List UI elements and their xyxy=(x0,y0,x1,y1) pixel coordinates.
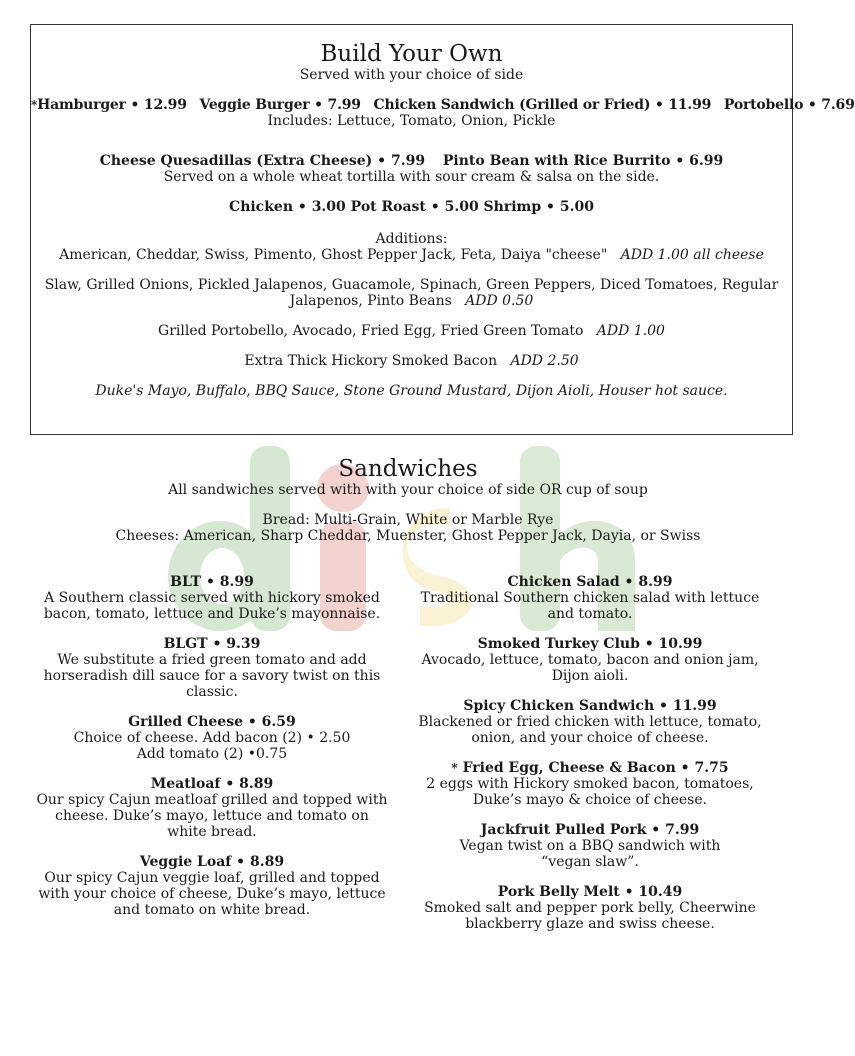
section-subtitle: Served with your choice of side xyxy=(299,67,524,83)
bacon-label: Extra Thick Hickory Smoked Bacon xyxy=(244,353,498,369)
item-name: Veggie Loaf • 8.89 xyxy=(139,854,285,870)
item-desc: Traditional Southern chicken salad with lettuce xyxy=(420,590,760,606)
premium-list: Grilled Portobello, Avocado, Fried Egg, Fried Green Tomato xyxy=(158,323,584,339)
item-desc: and tomato on white bread. xyxy=(113,902,311,918)
item-desc: Smoked salt and pepper pork belly, Cheerwine xyxy=(424,900,756,916)
item-name: BLT • 8.99 xyxy=(170,574,254,590)
additions-label: Additions: xyxy=(375,231,448,247)
burger-options-row xyxy=(31,97,855,113)
item-desc: cheese. Duke’s mayo, lettuce and tomato on xyxy=(55,808,369,824)
item-name: Pork Belly Melt • 10.49 xyxy=(497,884,683,900)
veggie-list-line2-wrap xyxy=(31,293,792,309)
includes-note: Includes: Lettuce, Tomato, Onion, Pickle xyxy=(267,113,556,129)
premium-price: ADD 1.00 xyxy=(596,323,665,339)
item-desc: Add tomato (2) •0.75 xyxy=(136,746,288,762)
menu-item-blgt xyxy=(30,636,394,700)
item-desc: A Southern classic served with hickory smoked xyxy=(44,590,380,606)
veggie-list-line2: Jalapenos, Pinto Beans xyxy=(289,293,452,309)
sandwiches-left-column xyxy=(30,574,394,932)
item-desc: “vegan slaw”. xyxy=(541,854,639,870)
item-name: Meatloaf • 8.89 xyxy=(150,776,274,792)
item-name: Grilled Cheese • 6.59 xyxy=(128,714,296,730)
item-desc: Vegan twist on a BBQ sandwich with xyxy=(459,838,721,854)
item-name: BLGT • 9.39 xyxy=(163,636,261,652)
bacon-addition xyxy=(31,353,792,369)
item-desc: Dijon aioli. xyxy=(551,668,629,684)
item-desc: bacon, tomato, lettuce and Duke’s mayonnaise. xyxy=(43,606,381,622)
veggie-price: ADD 0.50 xyxy=(465,293,534,309)
cheese-additions xyxy=(31,247,792,263)
item-desc: Our spicy Cajun veggie loaf, grilled and topped xyxy=(44,870,380,886)
cheese-options: Cheeses: American, Sharp Cheddar, Muenster, Ghost Pepper Jack, Dayia, or Swiss xyxy=(115,528,701,544)
menu-item-fried-egg xyxy=(408,760,772,808)
sandwiches-right-column xyxy=(408,574,772,946)
item-name: Fried Egg, Cheese & Bacon • 7.75 xyxy=(462,760,729,776)
menu-item-smoked-turkey-club xyxy=(408,636,772,684)
item-name: Smoked Turkey Club • 10.99 xyxy=(477,636,703,652)
menu-item-grilled-cheese xyxy=(30,714,394,762)
menu-item-chicken-salad xyxy=(408,574,772,622)
item-desc: and tomato. xyxy=(547,606,633,622)
quesadilla-burrito-row xyxy=(31,153,792,169)
build-your-own-section xyxy=(30,24,855,435)
tortilla-note: Served on a whole wheat tortilla with sour cream & salsa on the side. xyxy=(163,169,660,185)
item-desc: Duke’s mayo & choice of cheese. xyxy=(472,792,708,808)
item-desc: Blackened or fried chicken with lettuce, tomato, xyxy=(418,714,762,730)
item-desc: blackberry glaze and swiss cheese. xyxy=(465,916,715,932)
bacon-price: ADD 2.50 xyxy=(510,353,579,369)
item-desc: We substitute a fried green tomato and add xyxy=(57,652,367,668)
item-name: Spicy Chicken Sandwich • 11.99 xyxy=(463,698,717,714)
veggie-list-line1: Slaw, Grilled Onions, Pickled Jalapenos, Guacamole, Spinach, Green Peppers, Diced Tomatoes, Regular xyxy=(44,277,779,293)
menu-item-veggie-burger: Veggie Burger • 7.99 xyxy=(199,97,361,113)
menu-item-veggie-loaf xyxy=(30,854,394,918)
protein-addons: Chicken • 3.00 Pot Roast • 5.00 Shrimp • 5.00 xyxy=(229,199,594,215)
cheese-price: ADD 1.00 all cheese xyxy=(620,247,764,263)
menu-item-meatloaf xyxy=(30,776,394,840)
premium-additions xyxy=(31,323,792,339)
star-marker: * xyxy=(31,98,38,112)
sandwiches-title: Sandwiches xyxy=(338,456,478,482)
item-name: Jackfruit Pulled Pork • 7.99 xyxy=(480,822,700,838)
item-desc: Avocado, lettuce, tomato, bacon and onion jam, xyxy=(421,652,759,668)
item-name-wrap xyxy=(408,760,772,776)
menu-item-hamburger: Hamburger • 12.99 xyxy=(37,97,187,113)
cheese-list: American, Cheddar, Swiss, Pimento, Ghost Pepper Jack, Feta, Daiya "cheese" xyxy=(59,247,608,263)
sauce-list: Duke's Mayo, Buffalo, BBQ Sauce, Stone Ground Mustard, Dijon Aioli, Houser hot sauce. xyxy=(95,383,728,399)
menu-item-blt xyxy=(30,574,394,622)
item-desc: 2 eggs with Hickory smoked bacon, tomatoes, xyxy=(426,776,754,792)
menu-item-burrito: Pinto Bean with Rice Burrito • 6.99 xyxy=(442,153,724,169)
section-title: Build Your Own xyxy=(320,41,503,67)
item-desc: classic. xyxy=(186,684,238,700)
menu-item-quesadilla: Cheese Quesadillas (Extra Cheese) • 7.99 xyxy=(99,153,426,169)
veggie-additions xyxy=(31,277,792,309)
item-desc: onion, and your choice of cheese. xyxy=(471,730,709,746)
item-desc: Our spicy Cajun meatloaf grilled and topped with xyxy=(36,792,388,808)
menu-item-portobello: Portobello • 7.69 xyxy=(723,97,855,113)
menu-item-jackfruit xyxy=(408,822,772,870)
item-desc: white bread. xyxy=(167,824,257,840)
star-marker: * xyxy=(451,761,458,775)
item-name: Chicken Salad • 8.99 xyxy=(507,574,673,590)
item-desc: horseradish dill sauce for a savory twist on this xyxy=(43,668,381,684)
item-desc: with your choice of cheese, Duke’s mayo, lettuce xyxy=(38,886,386,902)
bread-options: Bread: Multi-Grain, White or Marble Rye xyxy=(262,512,554,528)
item-desc: Choice of cheese. Add bacon (2) • 2.50 xyxy=(73,730,351,746)
sandwiches-header xyxy=(0,456,816,544)
menu-item-pork-belly xyxy=(408,884,772,932)
menu-item-spicy-chicken xyxy=(408,698,772,746)
menu-item-chicken-sandwich: Chicken Sandwich (Grilled or Fried) • 11.99 xyxy=(373,97,712,113)
sandwiches-subtitle: All sandwiches served with with your choice of side OR cup of soup xyxy=(168,482,648,498)
